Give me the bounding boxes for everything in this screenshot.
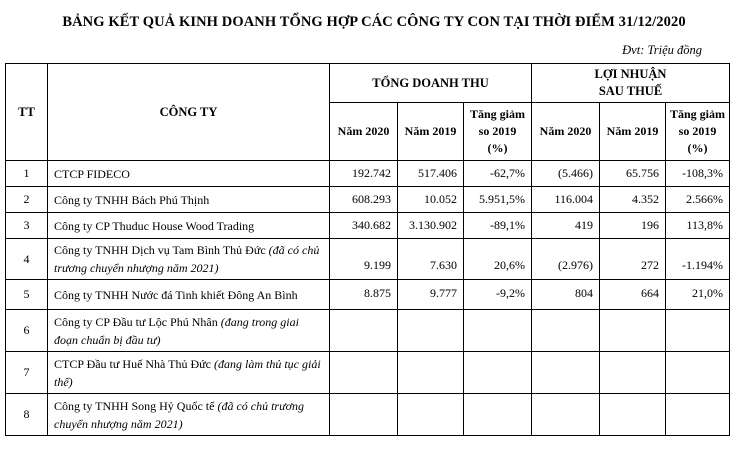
row-profit-change <box>666 310 730 352</box>
row-rev-2020: 608.293 <box>330 187 398 213</box>
header-change-line3: (%) <box>487 141 508 155</box>
row-rev-2019 <box>398 352 464 394</box>
row-company <box>48 394 330 436</box>
row-profit-2019 <box>600 310 666 352</box>
row-profit-change: -1.194% <box>666 239 730 280</box>
header-company: CÔNG TY <box>48 64 330 161</box>
company-name: Công ty TNHH Song Hỷ Quốc tế <box>54 398 218 413</box>
row-rev-2019: 7.630 <box>398 239 464 280</box>
row-rev-change: 5.951,5% <box>464 187 532 213</box>
row-rev-2019: 10.052 <box>398 187 464 213</box>
header-revenue-change <box>464 103 532 161</box>
row-rev-2019: 9.777 <box>398 280 464 310</box>
row-profit-2020: (2.976) <box>532 239 600 280</box>
row-profit-2020: 116.004 <box>532 187 600 213</box>
header-revenue-2019: Năm 2019 <box>398 103 464 161</box>
company-name: Công ty TNHH Bách Phú Thịnh <box>54 192 210 207</box>
header-profit-2019: Năm 2019 <box>600 103 666 161</box>
row-profit-2019: 196 <box>600 213 666 239</box>
header-change-line2: so 2019 <box>678 124 717 138</box>
row-rev-2020 <box>330 310 398 352</box>
company-note: (đang làm thủ tục giải thể) <box>54 356 321 389</box>
row-tt: 1 <box>6 161 48 187</box>
header-profit-2020: Năm 2020 <box>532 103 600 161</box>
row-tt: 2 <box>6 187 48 213</box>
header-revenue-2020: Năm 2020 <box>330 103 398 161</box>
row-profit-2020: (5.466) <box>532 161 600 187</box>
row-company <box>48 239 330 280</box>
row-profit-change: 113,8% <box>666 213 730 239</box>
row-rev-change <box>464 394 532 436</box>
header-change-line3: (%) <box>687 141 708 155</box>
page-title: BẢNG KẾT QUẢ KINH DOANH TỔNG HỢP CÁC CÔNG TY CON TẠI THỜI ĐIỂM 31/12/2020 <box>62 14 686 30</box>
row-rev-2020 <box>330 352 398 394</box>
row-rev-2019 <box>398 394 464 436</box>
row-profit-change: 2.566% <box>666 187 730 213</box>
row-profit-2019: 4.352 <box>600 187 666 213</box>
company-note: (đang trong giai đoạn chuẩn bị đầu tư) <box>54 314 299 347</box>
row-profit-2019: 65.756 <box>600 161 666 187</box>
header-change-line1: Tăng giảm <box>469 107 525 121</box>
row-rev-2019 <box>398 310 464 352</box>
row-rev-2020: 9.199 <box>330 239 398 280</box>
row-tt: 5 <box>6 280 48 310</box>
company-name: Công ty TNHH Dịch vụ Tam Bình Thủ Đức <box>54 243 269 257</box>
row-rev-change: -9,2% <box>464 280 532 310</box>
row-tt: 6 <box>6 310 48 352</box>
unit-label: Đvt: Triệu đồng <box>622 43 702 57</box>
row-rev-2019: 3.130.902 <box>398 213 464 239</box>
company-name: CTCP FIDECO <box>54 166 130 181</box>
header-profit-line2: SAU THUẾ <box>598 84 663 98</box>
row-profit-2020: 804 <box>532 280 600 310</box>
row-rev-change <box>464 310 532 352</box>
company-name: Công ty TNHH Nước đá Tinh khiết Đông An Bình <box>54 287 298 302</box>
company-name: Công ty CP Đầu tư Lộc Phú Nhân <box>54 314 221 329</box>
table-row <box>6 239 730 280</box>
table-row <box>6 280 730 310</box>
header-revenue-group: TỔNG DOANH THU <box>330 64 532 103</box>
row-profit-2019 <box>600 352 666 394</box>
row-profit-2019: 272 <box>600 239 666 280</box>
company-note: (đã có chủ trương chuyển nhượng năm 2021) <box>54 243 320 275</box>
row-rev-change <box>464 352 532 394</box>
row-rev-change: -89,1% <box>464 213 532 239</box>
company-name: CTCP Đầu tư Huế Nhà Thủ Đức <box>54 356 214 371</box>
results-table <box>5 63 730 436</box>
row-profit-change: -108,3% <box>666 161 730 187</box>
table-row <box>6 394 730 436</box>
row-rev-2019: 517.406 <box>398 161 464 187</box>
header-tt: TT <box>6 64 48 161</box>
row-company <box>48 310 330 352</box>
row-rev-change: -62,7% <box>464 161 532 187</box>
row-profit-2019: 664 <box>600 280 666 310</box>
row-company <box>48 280 330 310</box>
row-profit-2020 <box>532 394 600 436</box>
row-rev-2020 <box>330 394 398 436</box>
row-tt: 4 <box>6 239 48 280</box>
row-rev-change: 20,6% <box>464 239 532 280</box>
row-profit-2019 <box>600 394 666 436</box>
table-row <box>6 187 730 213</box>
table-row <box>6 310 730 352</box>
row-profit-2020: 419 <box>532 213 600 239</box>
header-profit-line1: LỢI NHUẬN <box>594 67 667 81</box>
header-change-line1: Tăng giảm <box>670 107 726 121</box>
row-profit-2020 <box>532 310 600 352</box>
row-profit-2020 <box>532 352 600 394</box>
header-profit-change <box>666 103 730 161</box>
header-profit-group <box>532 64 730 103</box>
table-row <box>6 213 730 239</box>
row-profit-change: 21,0% <box>666 280 730 310</box>
row-profit-change <box>666 394 730 436</box>
row-tt: 3 <box>6 213 48 239</box>
row-rev-2020: 192.742 <box>330 161 398 187</box>
table-row <box>6 161 730 187</box>
row-rev-2020: 8.875 <box>330 280 398 310</box>
row-tt: 8 <box>6 394 48 436</box>
company-note: (đã có chủ trương chuyển nhượng năm 2021) <box>54 398 305 431</box>
row-rev-2020: 340.682 <box>330 213 398 239</box>
table-row <box>6 352 730 394</box>
row-company <box>48 352 330 394</box>
header-change-line2: so 2019 <box>478 124 517 138</box>
row-company <box>48 213 330 239</box>
company-name: Công ty CP Thuduc House Wood Trading <box>54 218 255 233</box>
row-profit-change <box>666 352 730 394</box>
row-company <box>48 161 330 187</box>
row-tt: 7 <box>6 352 48 394</box>
row-company <box>48 187 330 213</box>
